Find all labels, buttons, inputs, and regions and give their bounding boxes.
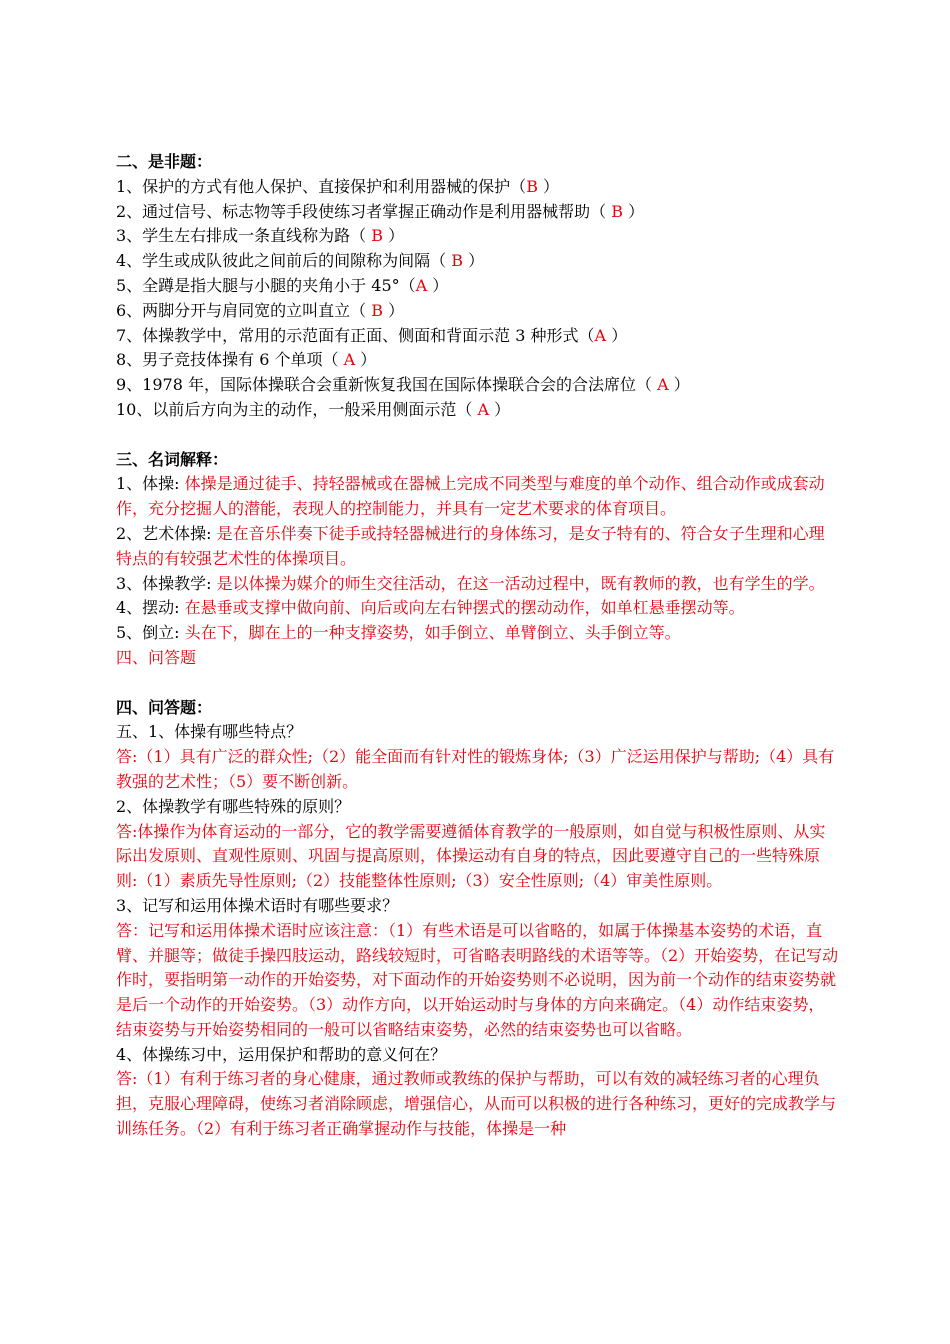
spacer <box>116 423 840 448</box>
qa-question: 3、记写和运用体操术语时有哪些要求？ <box>116 895 399 915</box>
tf-answer: B <box>526 176 538 196</box>
term-label: 4、摆动: <box>116 598 185 618</box>
qa-question: 2、体操教学有哪些特殊的原则？ <box>116 796 351 816</box>
tf-answer: A <box>477 399 490 419</box>
document-page <box>116 150 840 1142</box>
tf-answer: A <box>657 375 669 395</box>
section-heading-qa: 四、问答题： <box>116 697 213 717</box>
tf-item: 10、以前后方向为主的动作，一般采用侧面示范（ A ） <box>116 399 511 419</box>
section-heading-true-false: 二、是非题： <box>116 152 213 171</box>
term-item <box>116 472 840 522</box>
tf-item: 6、两脚分开与肩同宽的立叫直立（ B ） <box>116 300 405 320</box>
qa-answer: 答:（1）有利于练习者的身心健康，通过教师或教练的保护与帮助，可以有效的减轻练习者的心理负担，克服心理障碍，使练习者消除顾虑，增强信心，从而可以积极的进行各种练习，更好的完成教学与训练任务。（2）有利于练习者正确掌握动作与技能，体操是一种 <box>116 1069 837 1139</box>
stray-heading: 四、问答题 <box>116 647 197 667</box>
term-item <box>116 621 840 646</box>
term-label: 1、体操: <box>116 474 185 494</box>
qa-question: 五、1、体操有哪些特点？ <box>116 722 303 742</box>
qa-list <box>116 720 840 1142</box>
term-definition: 头在下，脚在上的一种支撑姿势，如手倒立、单臂倒立、头手倒立等。 <box>184 623 681 643</box>
terms-list <box>116 472 840 646</box>
term-label: 2、艺术体操: <box>116 523 217 543</box>
tf-item: 5、全蹲是指大腿与小腿的夹角小于 45°（A ） <box>116 275 449 295</box>
term-item <box>116 522 840 572</box>
tf-answer: B <box>451 251 464 271</box>
tf-item: 3、学生左右排成一条直线称为路（ B ） <box>116 226 405 246</box>
term-definition: 是在音乐伴奏下徒手或持轻器械进行的身体练习，是女子特有的、符合女子生理和心理特点的有较强艺术性的体操项目。 <box>116 523 825 568</box>
tf-answer: B <box>371 226 384 246</box>
qa-answer: 答:体操作为体育运动的一部分，它的教学需要遵循体育教学的一般原则，如自觉与积极性原则、从实际出发原则、直观性原则、巩固与提高原则，体操运动有自身的特点，因此要遵守自己的一些特殊原则:（1）素质先导性原则;（2）技能整体性原则;（3）安全性原则;（4）审美性原则。 <box>116 821 826 891</box>
tf-item: 4、学生或成队彼此之间前后的间隙称为间隔（ B ） <box>116 251 485 271</box>
qa-answer: 答：记写和运用体操术语时应该注意：（1）有些术语是可以省略的，如属于体操基本姿势的术语，直臂、并腿等；做徒手操四肢运动，路线较短时，可省略表明路线的术语等等。（2）开始姿势，在记写动作时，要指明第一动作的开始姿势，对下面动作的开始姿势则不必说明，因为前一个动作的结束姿势就是后一个动作的开始姿势。（3）动作方向，以开始运动时与身体的方向来确定。（4）动作结束姿势，结束姿势与开始姿势相同的一般可以省略结束姿势，必然的结束姿势也可以省略。 <box>116 920 839 1039</box>
term-definition: 是以体操为媒介的师生交往活动，在这一活动过程中，既有教师的教，也有学生的学。 <box>216 573 825 593</box>
tf-answer: A <box>415 275 428 295</box>
tf-item: 1、保护的方式有他人保护、直接保护和利用器械的保护（B ） <box>116 176 560 196</box>
spacer <box>116 671 840 696</box>
term-label: 3、体操教学: <box>116 573 217 593</box>
term-definition: 体操是通过徒手、持轻器械或在器械上完成不同类型与难度的单个动作、组合动作或成套动作，充分挖掘人的潜能，表现人的控制能力，并具有一定艺术要求的体育项目。 <box>116 474 825 519</box>
tf-answer: B <box>371 300 384 320</box>
term-label: 5、倒立: <box>116 623 185 643</box>
tf-item: 7、体操教学中，常用的示范面有正面、侧面和背面示范 3 种形式（A ） <box>116 325 628 345</box>
tf-answer: B <box>611 201 624 221</box>
tf-item: 2、通过信号、标志物等手段使练习者掌握正确动作是利用器械帮助（ B ） <box>116 201 645 221</box>
section-heading-terms: 三、名词解释： <box>116 449 229 469</box>
true-false-list <box>116 175 840 423</box>
tf-answer: A <box>594 325 607 345</box>
tf-answer: A <box>343 350 356 370</box>
term-item <box>116 572 840 597</box>
tf-item: 8、男子竞技体操有 6 个单项（ A ） <box>116 350 377 370</box>
term-item <box>116 596 840 621</box>
qa-answer: 答:（1）具有广泛的群众性;（2）能全面而有针对性的锻炼身体;（3）广泛运用保护与帮助;（4）具有教强的艺术性；（5）要不断创新。 <box>116 747 835 791</box>
tf-item: 9、1978 年，国际体操联合会重新恢复我国在国际体操联合会的合法席位（ A ） <box>116 375 690 395</box>
qa-question: 4、体操练习中，运用保护和帮助的意义何在？ <box>116 1044 447 1064</box>
term-definition: 在悬垂或支撑中做向前、向后或向左右钟摆式的摆动动作，如单杠悬垂摆动等。 <box>184 598 745 618</box>
